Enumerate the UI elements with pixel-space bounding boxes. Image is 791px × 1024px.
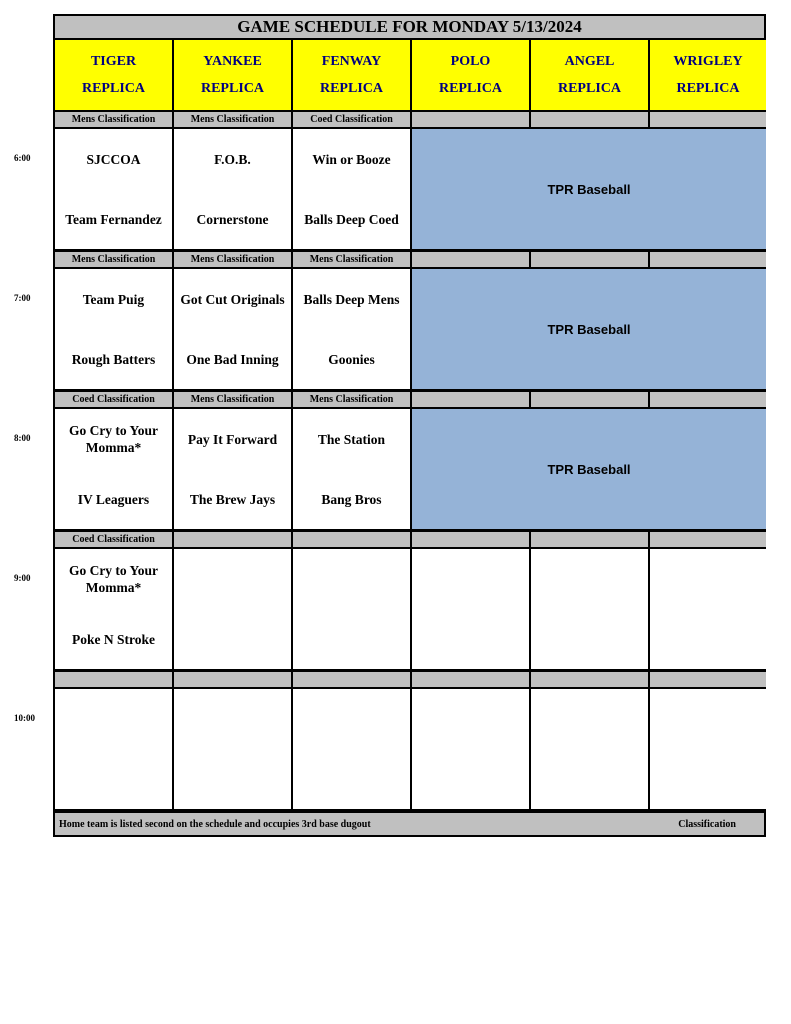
- footer-note: [55, 813, 764, 835]
- game-cell: [55, 269, 172, 389]
- away-team: Pay It Forward: [187, 431, 278, 447]
- field-name: WRIGLEY: [673, 54, 743, 69]
- field-name: POLO: [450, 54, 491, 69]
- classification-band: [531, 672, 648, 687]
- classification-band: Mens Classification: [174, 392, 291, 407]
- away-team: [231, 549, 235, 609]
- reserved-block: TPR Baseball: [412, 129, 766, 249]
- home-team: Cornerstone: [196, 211, 269, 227]
- home-team-note: Home team is listed second on the schedule and occupies 3rd base dugout: [59, 818, 371, 830]
- game-cell: [650, 689, 766, 809]
- classification-band: Coed Classification: [293, 112, 410, 127]
- game-cell: [293, 689, 410, 809]
- field-name: ANGEL: [564, 54, 615, 69]
- classification-label: Classification: [678, 818, 736, 830]
- away-team: [112, 689, 116, 749]
- home-team: Bang Bros: [321, 491, 382, 507]
- game-cell: [650, 549, 766, 669]
- home-team: Goonies: [328, 351, 375, 367]
- field-subtitle: REPLICA: [557, 81, 621, 96]
- schedule-table: [53, 14, 766, 837]
- away-team: Go Cry to Your Momma*: [68, 563, 159, 595]
- game-cell: [293, 269, 410, 389]
- classification-band: Mens Classification: [293, 252, 410, 267]
- home-team: [112, 749, 116, 809]
- away-team: SJCCOA: [86, 151, 141, 167]
- game-cell: [293, 549, 410, 669]
- classification-band: [174, 532, 291, 547]
- field-header-angel: [531, 40, 648, 110]
- away-team: Win or Booze: [312, 151, 391, 167]
- game-cell: [174, 689, 291, 809]
- classification-band: [293, 672, 410, 687]
- classification-band: Mens Classification: [174, 252, 291, 267]
- game-cell: [174, 409, 291, 529]
- classification-band: [412, 532, 529, 547]
- classification-band: [55, 672, 172, 687]
- game-cell: [293, 409, 410, 529]
- field-name: TIGER: [90, 54, 137, 69]
- game-cell: [412, 689, 529, 809]
- game-cell: [531, 689, 648, 809]
- classification-band: [650, 672, 766, 687]
- time-label: 9:00: [14, 573, 31, 583]
- away-team: Got Cut Originals: [180, 291, 285, 307]
- classification-band: Mens Classification: [293, 392, 410, 407]
- classification-band: Coed Classification: [55, 392, 172, 407]
- game-cell: [412, 549, 529, 669]
- game-cell: [55, 409, 172, 529]
- classification-band: Mens Classification: [55, 112, 172, 127]
- field-subtitle: REPLICA: [200, 81, 264, 96]
- field-header-polo: [412, 40, 529, 110]
- schedule-title: GAME SCHEDULE FOR MONDAY 5/13/2024: [55, 16, 764, 38]
- away-team: The Station: [317, 431, 386, 447]
- field-name: YANKEE: [203, 54, 262, 69]
- time-label: 10:00: [14, 713, 35, 723]
- game-cell: [55, 689, 172, 809]
- game-cell: [531, 549, 648, 669]
- classification-band: Coed Classification: [55, 532, 172, 547]
- time-label: 7:00: [14, 293, 31, 303]
- classification-band: [650, 252, 766, 267]
- home-team: One Bad Inning: [186, 351, 279, 367]
- field-header-tiger: [55, 40, 172, 110]
- classification-band: [412, 252, 529, 267]
- home-team: The Brew Jays: [189, 491, 276, 507]
- home-team: Poke N Stroke: [72, 631, 155, 647]
- time-label: 6:00: [14, 153, 31, 163]
- field-header-fenway: [293, 40, 410, 110]
- home-team: Balls Deep Coed: [304, 211, 399, 227]
- home-team: IV Leaguers: [77, 491, 150, 507]
- away-team: Go Cry to Your Momma*: [68, 423, 159, 455]
- game-cell: [293, 129, 410, 249]
- home-team: Rough Batters: [71, 351, 156, 367]
- away-team: [231, 689, 235, 749]
- reserved-block: TPR Baseball: [412, 409, 766, 529]
- reserved-block: TPR Baseball: [412, 269, 766, 389]
- classification-band: Mens Classification: [174, 112, 291, 127]
- home-team: [350, 749, 354, 809]
- field-header-wrigley: [650, 40, 766, 110]
- classification-band: [174, 672, 291, 687]
- home-team: [350, 609, 354, 669]
- time-label: 8:00: [14, 433, 31, 443]
- away-team: [350, 549, 354, 609]
- field-name: FENWAY: [321, 54, 382, 69]
- field-subtitle: REPLICA: [438, 81, 502, 96]
- classification-band: [650, 532, 766, 547]
- field-subtitle: REPLICA: [319, 81, 383, 96]
- away-team: Team Puig: [82, 291, 145, 307]
- game-cell: [55, 549, 172, 669]
- field-subtitle: REPLICA: [676, 81, 740, 96]
- home-team: Team Fernandez: [65, 211, 162, 227]
- classification-band: Mens Classification: [55, 252, 172, 267]
- away-team: Balls Deep Mens: [303, 291, 400, 307]
- away-team: [350, 689, 354, 749]
- field-subtitle: REPLICA: [81, 81, 145, 96]
- classification-band: [412, 112, 529, 127]
- home-team: [231, 609, 235, 669]
- classification-band: [531, 112, 648, 127]
- field-header-yankee: [174, 40, 291, 110]
- home-team: [231, 749, 235, 809]
- game-cell: [55, 129, 172, 249]
- classification-band: [412, 392, 529, 407]
- away-team: F.O.B.: [214, 151, 251, 167]
- classification-band: [293, 532, 410, 547]
- classification-band: [531, 392, 648, 407]
- classification-band: [531, 252, 648, 267]
- game-cell: [174, 129, 291, 249]
- classification-band: [650, 112, 766, 127]
- game-cell: [174, 549, 291, 669]
- classification-band: [531, 532, 648, 547]
- classification-band: [412, 672, 529, 687]
- game-cell: [174, 269, 291, 389]
- classification-band: [650, 392, 766, 407]
